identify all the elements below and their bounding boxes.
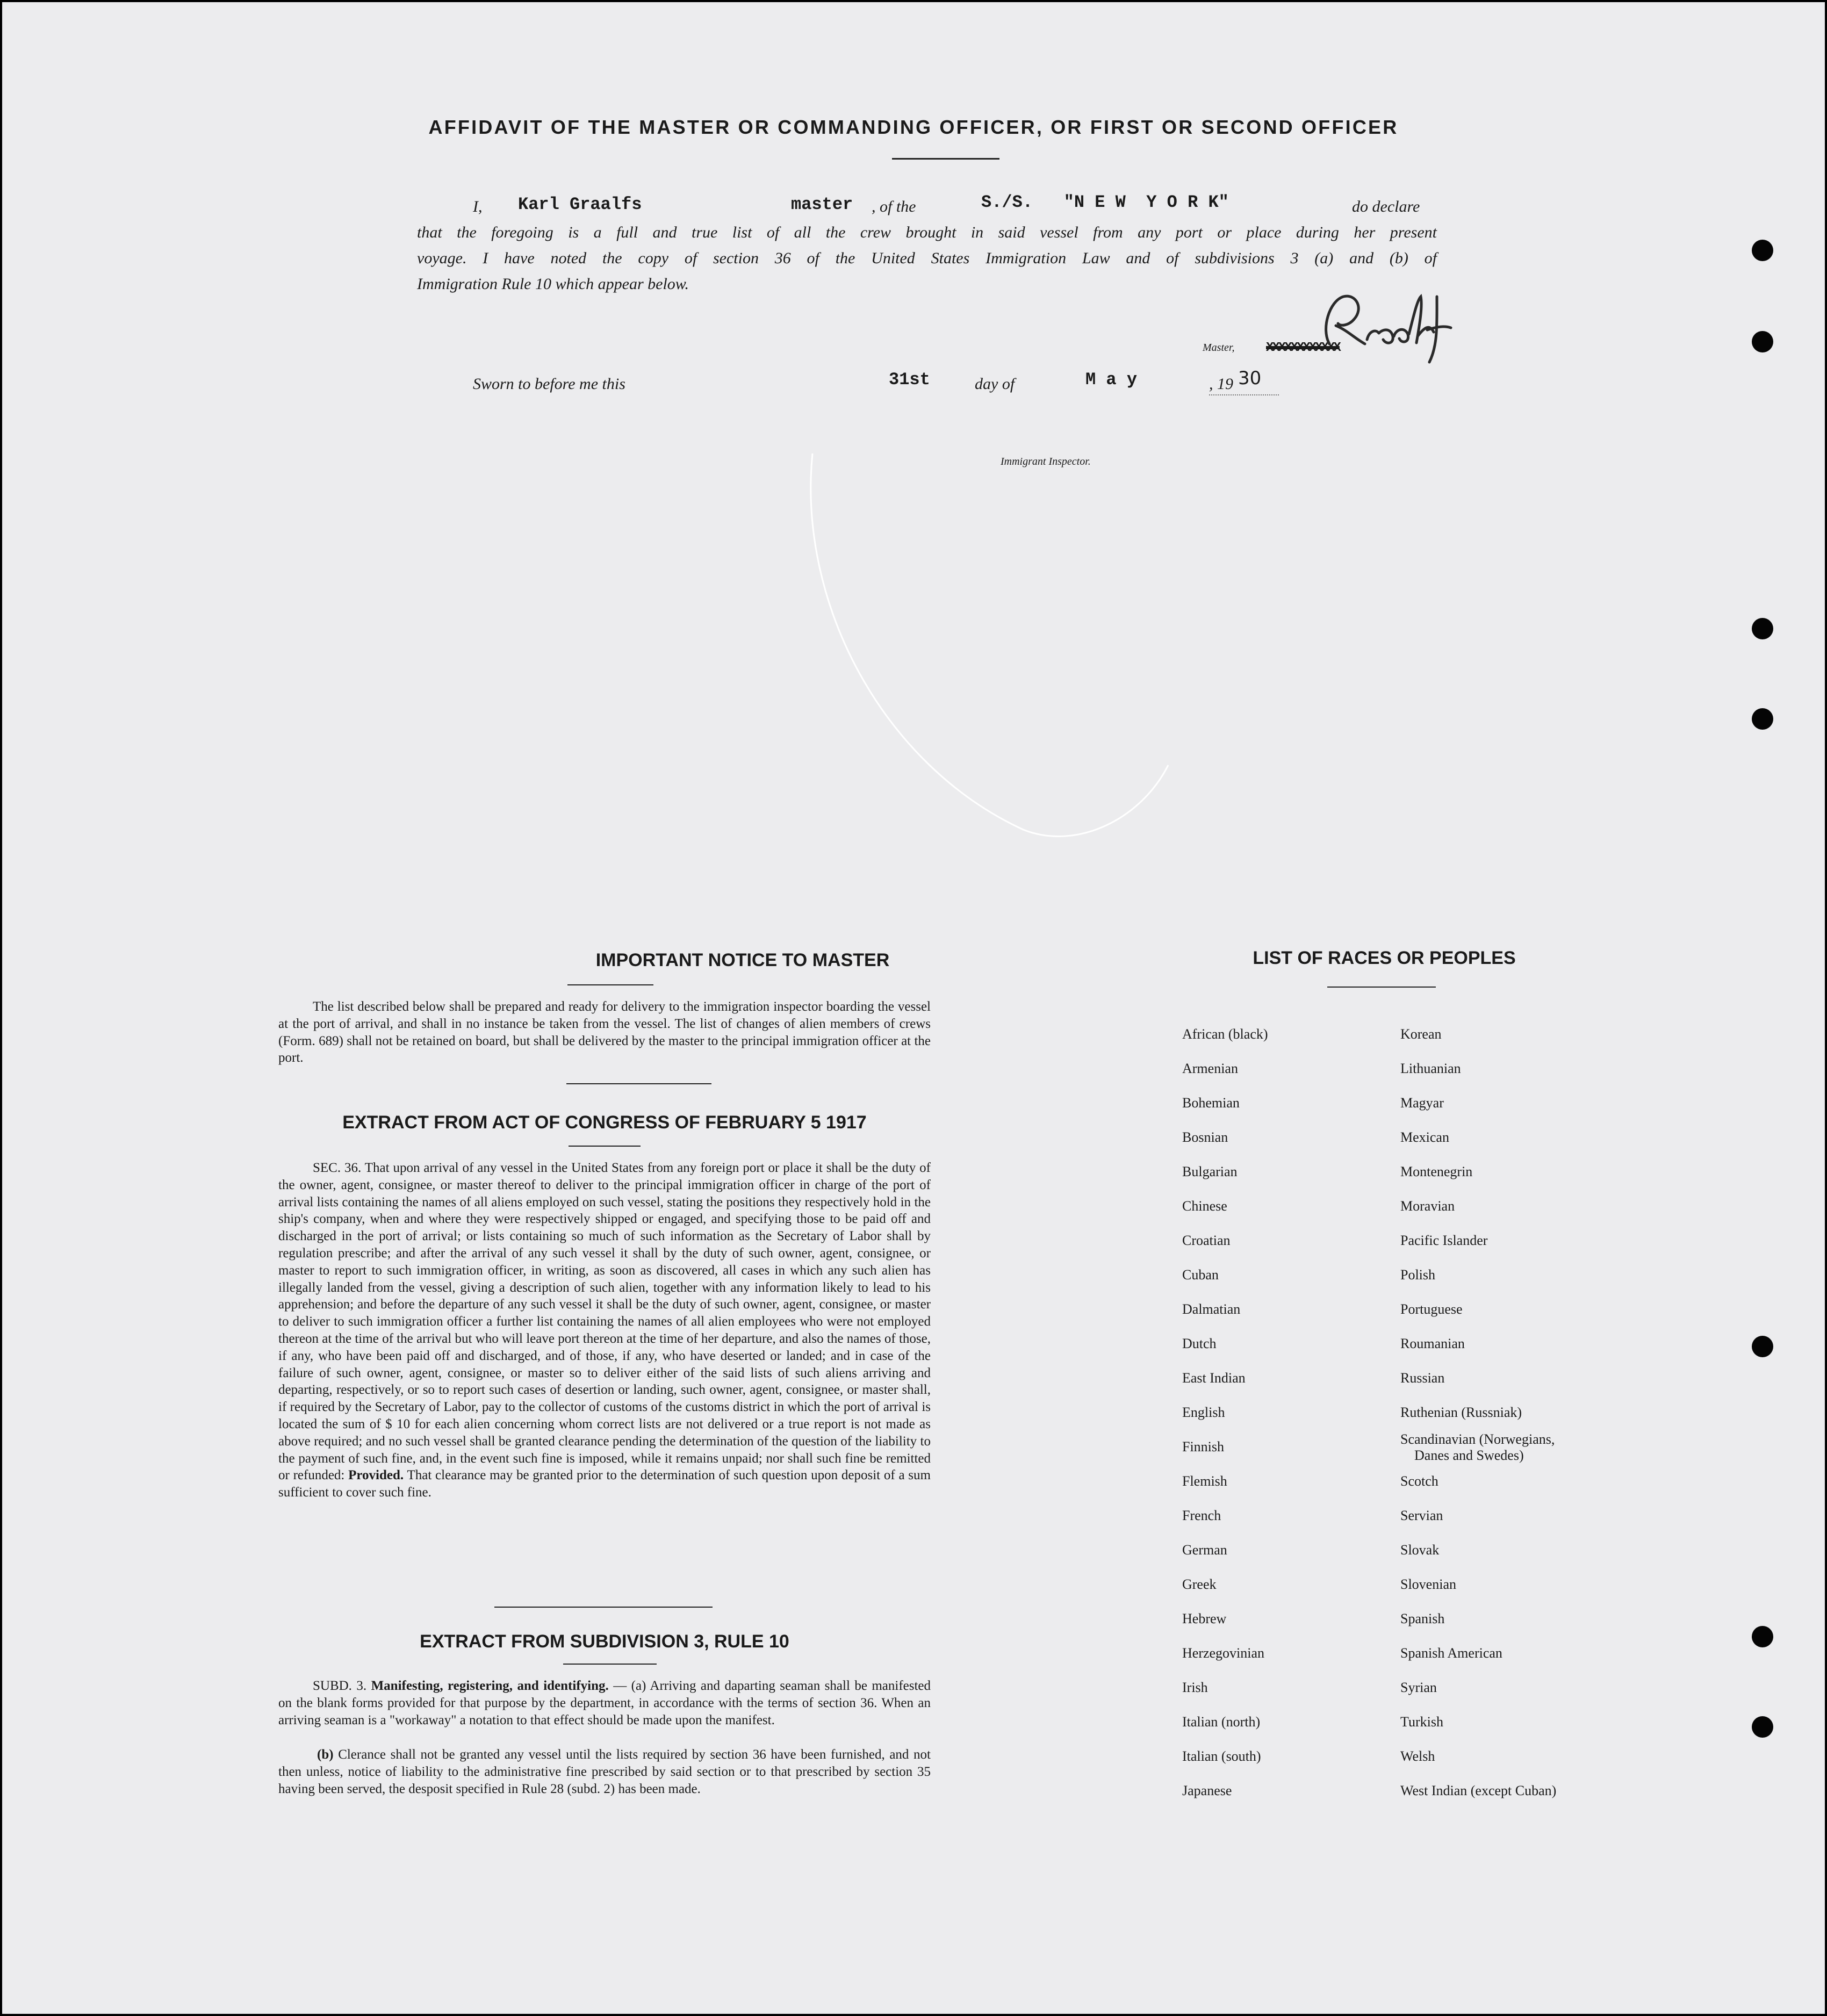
race-item — [1182, 1129, 1228, 1146]
race-label: Scandinavian (Norwegians, — [1400, 1431, 1555, 1447]
race-label: Magyar — [1400, 1095, 1444, 1111]
race-item — [1400, 1542, 1439, 1558]
race-item — [1182, 1576, 1217, 1593]
race-item — [1400, 1336, 1465, 1352]
sworn-month: M a y — [1085, 370, 1138, 390]
race-item — [1182, 1370, 1246, 1386]
rule10-title: EXTRACT FROM SUBDIVISION 3, RULE 10 — [420, 1631, 789, 1652]
race-label: Japanese — [1182, 1783, 1232, 1798]
punch-hole — [1752, 1716, 1773, 1738]
race-label: Turkish — [1400, 1714, 1443, 1730]
document-page — [2, 2, 1825, 2014]
race-label: Welsh — [1400, 1748, 1435, 1764]
master-signature-label: Master, — [1203, 342, 1235, 354]
race-label: French — [1182, 1508, 1221, 1523]
race-item — [1400, 1783, 1556, 1799]
race-label: Spanish American — [1400, 1645, 1502, 1661]
race-item — [1182, 1714, 1260, 1730]
race-label: Montenegrin — [1400, 1164, 1473, 1179]
year-prefix: , 19 — [1209, 375, 1233, 393]
race-item — [1182, 1026, 1268, 1042]
rule10-a-bold: Manifesting, registering, and identifying. — [371, 1679, 609, 1693]
race-label: Armenian — [1182, 1061, 1238, 1076]
race-item — [1400, 1405, 1522, 1421]
rule10-a-prefix: SUBD. 3. — [313, 1679, 367, 1693]
master-rank: master — [791, 195, 853, 214]
race-item — [1400, 1748, 1435, 1765]
race-item — [1400, 1508, 1443, 1524]
act-provided: Provided. — [348, 1468, 404, 1483]
act-title-divider — [569, 1146, 641, 1147]
race-item — [1182, 1748, 1261, 1765]
race-label: Dalmatian — [1182, 1301, 1241, 1317]
race-item — [1182, 1267, 1219, 1283]
race-item — [1400, 1061, 1461, 1077]
race-item — [1400, 1233, 1487, 1249]
race-item — [1400, 1129, 1449, 1146]
race-label: Flemish — [1182, 1473, 1227, 1489]
race-item — [1182, 1061, 1238, 1077]
race-item — [1182, 1680, 1208, 1696]
races-title: LIST OF RACES OR PEOPLES — [1253, 948, 1516, 968]
race-label: Bulgarian — [1182, 1164, 1238, 1179]
race-item — [1400, 1198, 1455, 1214]
race-label: Pacific Islander — [1400, 1233, 1488, 1248]
race-label: Portuguese — [1400, 1301, 1463, 1317]
race-item — [1182, 1301, 1240, 1317]
act-text-main: SEC. 36. That upon arrival of any vessel in the United States from any foreign port or place it shall be the duty of the owner, agent, consignee, or master thereof to deliver to the principal immigration officer in charge of the port of arrival lists containing the names of all aliens employed on such vessel, stating the positions they respectively hold in the ship's company, when and where they were respectively shipped or engaged, and specifying those to be paid off and discharged in the port of arrival; or lists containing so much of such information as the Secretary of Labor shall by regulation prescribe; and after the arrival of any such vessel it shall by the duty of such owner, agent, consignee, or master to report to such immigration officer, in writing, as soon as discovered, all cases in which any such alien has illegally landed from the vessel, giving a description of such alien, together with any information likely to lead to his apprehension; and before the departure of any such vessel it shall be the duty of such owner, agent, consignee, or master to deliver to such immigration officer a further list containing the names of all alien employees who were not employed thereon at the time of the arrival but who will leave port thereon at the time of her departure, and also the names of those, if any, who have been paid off and discharged, and of those, if any, who have deserted or landed; and in case of the failure of such owner, agent, consignee, or master so to deliver either of the said lists of such aliens arriving and departing, respectively, or so to report such cases of desertion or landing, such owner, agent, consignee, or master shall, if required by the Secretary of Labor, pay to the collector of customs of the customs district in which the port of arrival is located the sum of $ 10 for each alien concerning whom correct lists are not delivered or a true report is not made as above required; and no such vessel shall be granted clearance pending the determination of the question of the liability to the payment of such fine, and, in the event such fine is imposed, while it remains unpaid; nor shall such fine be remitted or refunded: — [278, 1161, 931, 1483]
notice-title: IMPORTANT NOTICE TO MASTER — [595, 950, 890, 970]
race-label: Mexican — [1400, 1129, 1449, 1145]
act-divider — [494, 1607, 713, 1608]
day-of-label: day of — [975, 375, 1015, 393]
race-label: Cuban — [1182, 1267, 1219, 1283]
race-item — [1182, 1336, 1217, 1352]
race-label: West Indian (except Cuban) — [1400, 1783, 1557, 1798]
i-label: I, — [473, 198, 483, 215]
race-item — [1400, 1680, 1437, 1696]
affidavit-line-3: voyage. I have noted the copy of section 36 of the United States Immigration Law and of subdivisions 3 (a) and (b) of — [417, 249, 1437, 267]
race-label: Bohemian — [1182, 1095, 1240, 1111]
affidavit-title: AFFIDAVIT OF THE MASTER OR COMMANDING OFFICER, OR FIRST OR SECOND OFFICER — [428, 116, 1399, 138]
race-item — [1182, 1198, 1227, 1214]
race-item — [1400, 1095, 1444, 1111]
race-label: Herzegovinian — [1182, 1645, 1265, 1661]
notice-text: The list described below shall be prepared and ready for delivery to the immigration inspector boarding the vessel at the port of arrival, and shall in no instance be taken from the vessel. The list of changes of alien members of crews (Form. 689) shall not be retained on board, but shall be delivered by the master to the principal immigration officer at the port. — [278, 999, 931, 1065]
race-label: Roumanian — [1400, 1336, 1465, 1351]
affidavit-line-4: Immigration Rule 10 which appear below. — [417, 275, 689, 293]
race-label: Ruthenian (Russniak) — [1400, 1405, 1522, 1420]
act-text-after: That clearance may be granted prior to the determination of such question upon deposit of a sum sufficient to cover such fine. — [278, 1468, 931, 1500]
act-title: EXTRACT FROM ACT OF CONGRESS OF FEBRUARY 5 1917 — [342, 1112, 867, 1133]
race-label: Chinese — [1182, 1198, 1227, 1214]
race-label: African (black) — [1182, 1026, 1268, 1042]
race-item — [1400, 1714, 1443, 1730]
notice-title-divider — [567, 984, 653, 985]
race-item — [1400, 1431, 1555, 1464]
race-label: Hebrew — [1182, 1611, 1227, 1626]
master-name: Karl Graalfs — [518, 195, 642, 214]
race-item — [1182, 1439, 1224, 1455]
affidavit-line-2: that the foregoing is a full and true list of all the crew brought in said vessel from any port or place during her present — [417, 224, 1437, 241]
race-label: Finnish — [1182, 1439, 1225, 1455]
race-item — [1182, 1508, 1221, 1524]
races-title-divider — [1327, 987, 1436, 988]
race-item — [1182, 1783, 1232, 1799]
notice-divider — [566, 1083, 711, 1084]
title-divider — [892, 158, 999, 160]
race-label: Bosnian — [1182, 1129, 1228, 1145]
race-label: Italian (north) — [1182, 1714, 1261, 1730]
punch-hole — [1752, 240, 1773, 261]
race-label: Spanish — [1400, 1611, 1445, 1626]
race-label: Slovenian — [1400, 1576, 1456, 1592]
rule10-a — [278, 1677, 931, 1729]
master-signature — [1303, 280, 1474, 372]
race-item — [1182, 1542, 1227, 1558]
race-label: Dutch — [1182, 1336, 1217, 1351]
race-label: Slovak — [1400, 1542, 1440, 1558]
race-label-continued: Danes and Swedes) — [1414, 1448, 1524, 1463]
rule10-b-text: Clerance shall not be granted any vessel until the lists required by section 36 have been furnished, and not then unless, notice of liability to the administrative fine prescribed by said section or to that prescribed by section 35 having been served, the desposit specified in Rule 28 (subd. 2) has been made. — [278, 1747, 931, 1796]
race-label: Italian (south) — [1182, 1748, 1261, 1764]
race-item — [1400, 1267, 1435, 1283]
race-label: Korean — [1400, 1026, 1442, 1042]
race-item — [1400, 1576, 1456, 1593]
sworn-day: 31st — [889, 370, 930, 390]
rule10-title-divider — [563, 1664, 657, 1665]
vessel-name: S./S. "N E W Y O R K" — [981, 192, 1229, 212]
race-item — [1400, 1301, 1463, 1317]
do-declare-label: do declare — [1352, 198, 1420, 215]
race-item — [1182, 1233, 1231, 1249]
punch-hole — [1752, 618, 1773, 639]
punch-hole — [1752, 1336, 1773, 1357]
race-label: German — [1182, 1542, 1227, 1558]
race-item — [1400, 1370, 1444, 1386]
race-label: Moravian — [1400, 1198, 1455, 1214]
rule10-a-text: — (a) Arriving and daparting seaman shall be manifested on the blank forms provided for that purpose by the department, in accordance with the terms of section 36. When an arriving seaman is a "workaway" a notation to that effect should be made upon the manifest. — [278, 1679, 931, 1727]
race-item — [1400, 1026, 1442, 1042]
race-label: Servian — [1400, 1508, 1443, 1523]
struck-out-text: XXXXXXXXXXXX — [1266, 341, 1340, 355]
race-label: Croatian — [1182, 1233, 1231, 1248]
inspector-label: Immigrant Inspector. — [1001, 456, 1091, 467]
pencil-arc-mark — [797, 443, 1174, 840]
race-item — [1400, 1473, 1438, 1489]
race-item — [1400, 1645, 1502, 1661]
race-label: Greek — [1182, 1576, 1217, 1592]
sworn-label: Sworn to before me this — [473, 375, 625, 393]
race-label: Lithuanian — [1400, 1061, 1461, 1076]
race-label: English — [1182, 1405, 1225, 1420]
race-item — [1182, 1645, 1264, 1661]
race-label: Scotch — [1400, 1473, 1438, 1489]
race-item — [1182, 1473, 1227, 1489]
punch-hole — [1752, 1626, 1773, 1647]
race-item — [1182, 1405, 1225, 1421]
rule10-b-label: (b) — [317, 1747, 334, 1762]
punch-hole — [1752, 331, 1773, 352]
punch-hole — [1752, 708, 1773, 730]
of-the-label: , of the — [872, 198, 916, 215]
race-label: Syrian — [1400, 1680, 1437, 1695]
year-underline — [1209, 394, 1279, 396]
race-item — [1182, 1164, 1238, 1180]
race-label: East Indian — [1182, 1370, 1246, 1386]
race-item — [1400, 1611, 1444, 1627]
race-item — [1182, 1611, 1226, 1627]
race-item — [1182, 1095, 1240, 1111]
act-text — [278, 1160, 931, 1501]
year-handwritten: 30 — [1238, 368, 1262, 389]
race-label: Russian — [1400, 1370, 1445, 1386]
race-label: Irish — [1182, 1680, 1208, 1695]
race-label: Polish — [1400, 1267, 1436, 1283]
rule10-b — [278, 1746, 931, 1797]
race-item — [1400, 1164, 1472, 1180]
